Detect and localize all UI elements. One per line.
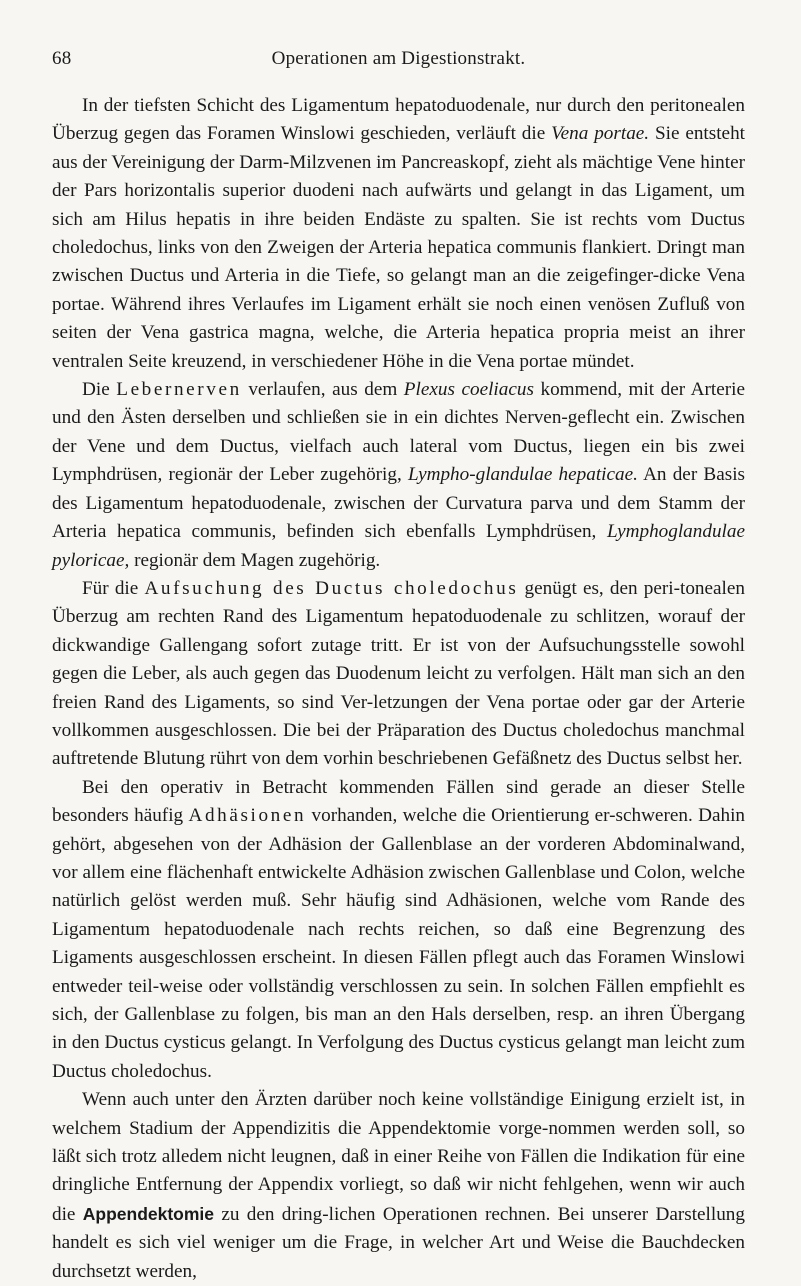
text-run: vorhanden, welche die Orientierung er-schweren. Dahin gehört, abgesehen von der Adhäsion der Gallenblase an der vorderen Abdominalwand, vor allem eine flächenhaft entwickelte Adhäsion zwischen Gallenblase und Colon, welche natürlich gelöst werden muß. Sehr häufig sind Adhäsionen, welche vom Rande des Ligamentum hepatoduodenale nach rechts reichen, so daß eine Begrenzung des Ligaments ausgeschlossen erscheint. In diesen Fällen pflegt auch das Foramen Winslowi entweder teil-weise oder vollständig verschlossen zu sein. In solchen Fällen empfiehlt es sich, der Gallenblase zu folgen, bis man an den Hals derselben, resp. an ihren Übergang in den Ductus cysticus gelangt. In Verfolgung des Ductus cysticus gelangt man leicht zum Ductus choledochus. xyxy=(52,805,746,1082)
paragraph xyxy=(52,92,745,376)
italic-term: Vena portae. xyxy=(551,123,650,145)
text-run: An der Basis des Ligamentum hepatoduodenale, zwischen der Curvatura parva und dem Stamm der Arteria hepatica communis, befinden sich ebenfalls Lymphdrüsen, xyxy=(52,464,745,543)
running-header xyxy=(52,48,745,72)
page-number: 68 xyxy=(52,48,72,69)
paragraph xyxy=(52,1086,745,1286)
spaced-emphasis: Lebernerven xyxy=(116,379,242,401)
text-run: zu den dring-lichen Operationen rechnen. Bei unserer Darstellung handelt es sich viel weniger um die Frage, in welcher Art und Weise die Bauchdecken durchsetzt werden, xyxy=(52,1203,745,1282)
spaced-emphasis: Adhäsionen xyxy=(188,805,307,827)
text-run: Bei den operativ in Betracht kommenden Fällen sind gerade an dieser Stelle besonders häufig xyxy=(52,776,745,827)
text-run: regionär dem Magen zugehörig. xyxy=(129,549,381,571)
running-title: Operationen am Digestionstrakt. xyxy=(271,48,526,69)
text-run: In der tiefsten Schicht des Ligamentum hepatoduodenale, nur durch den peritonealen Überzug gegen das Foramen Winslowi geschieden, verläuft die xyxy=(52,95,745,145)
bold-term: Appendektomie xyxy=(82,1203,215,1224)
text-run: Für die xyxy=(82,577,145,599)
paragraph xyxy=(52,575,745,774)
text-run: Wenn auch unter den Ärzten darüber noch keine vollständige Einigung erzielt ist, in welchem Stadium der Appendizitis die Appendektomie vorge-nommen werden soll, so läßt sich trotz alledem nicht leugnen, daß in einer Reihe von Fällen die Indikation für eine dringliche Entfernung der Appendix vorliegt, so daß wir nicht fehlgehen, wenn wir auch die xyxy=(52,1089,745,1225)
text-run: verlaufen, aus dem xyxy=(241,379,404,401)
text-run: kommend, mit der Arterie und den Ästen derselben und schließen sie in ein dichtes Nerven-geflecht ein. Zwischen der Vene und dem Ductus, vielfach auch lateral vom Ductus, liegen ein bis zwei Lymphdrüsen, regionär der Leber zugehörig, xyxy=(52,379,745,486)
paragraph xyxy=(52,376,745,575)
italic-term: Lympho-glandulae hepaticae. xyxy=(407,464,638,486)
text-run: genügt es, den peri-tonealen Überzug am rechten Rand des Ligamentum hepatoduodenale zu schlitzen, worauf der dickwandige Gallengang sofort zutage tritt. Er ist von der Aufsuchungsstelle sowohl gegen die Leber, als auch gegen das Duodenum leicht zu verfolgen. Hält man sich an den freien Rand des Ligaments, so sind Ver-letzungen der Vena portae oder gar der Arterie vollkommen ausgeschlossen. Die bei der Präparation des Ductus choledochus manchmal auftretende Blutung rührt von dem vorhin beschriebenen Gefäßnetz des Ductus selbst her. xyxy=(52,577,745,770)
text-run: Die xyxy=(82,379,117,401)
spaced-emphasis: Aufsuchung des Ductus choledochus xyxy=(144,577,519,599)
body-text xyxy=(52,92,745,1286)
italic-term: Lymphoglandulae pyloricae, xyxy=(52,521,745,571)
italic-term: Plexus coeliacus xyxy=(403,379,534,401)
paragraph xyxy=(52,774,745,1086)
text-run: Sie entsteht aus der Vereinigung der Darm-Milzvenen im Pancreaskopf, zieht als mächtige Vene hinter der Pars horizontalis superior duodeni nach aufwärts und gelangt in das Ligament, um sich am Hilus hepatis in ihre beiden Endäste zu spalten. Sie ist rechts vom Ductus choledochus, links von den Zweigen der Arteria hepatica communis flankiert. Dringt man zwischen Ductus und Arteria in die Tiefe, so gelangt man an die zeigefinger-dicke Vena portae. Während ihres Verlaufes im Ligament erhält sie noch einen venösen Zufluß von seiten der Vena gastrica magna, welche, die Arteria hepatica propria meist an ihrer ventralen Seite kreuzend, in verschiedener Höhe in die Vena portae mündet. xyxy=(52,123,746,372)
